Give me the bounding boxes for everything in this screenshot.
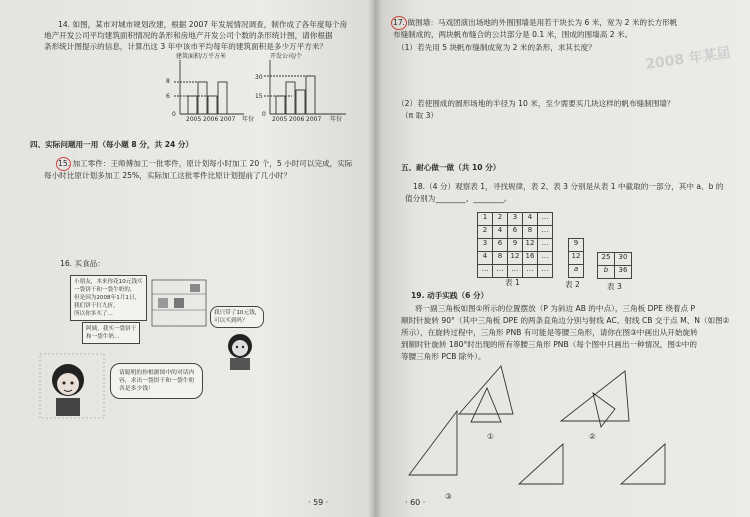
book-spine-shadow xyxy=(368,0,382,517)
q15-line2: 每小时比原计划多加工 25%，实际加工这批零件比原计划提前了几小时？ xyxy=(44,171,292,180)
bubble-line: 各是多少钱！ xyxy=(119,386,154,392)
q19-line1: 将一副三角板如图①所示的位置摆放（P 为斜边 AB 的中点），三角板 DPE 绕着点 P xyxy=(415,304,696,313)
table-cell: … xyxy=(507,264,523,278)
company-chart-ylabel: 开发公司/个 xyxy=(270,53,303,60)
bubble-line: 容，求出一袋饼干和一袋牛奶 xyxy=(119,378,195,384)
q14-line1: 14. 如图，某市对城市规划改建，根据 2007 年发展情况调查，制作成了各年度每个房 xyxy=(58,20,348,29)
table-3-label: 表 3 xyxy=(607,282,622,291)
q18-line2: 值分别为________、________。 xyxy=(405,194,512,203)
bar-chart-xunit: 年份 xyxy=(242,116,255,123)
table-cell: 30 xyxy=(614,252,632,266)
bar-chart-ylabel: 建筑面积/万平方米 xyxy=(176,53,227,60)
bar-chart-ytick-8: 8 xyxy=(166,78,170,85)
table-cell: 9 xyxy=(507,238,523,252)
speech-bubble-child xyxy=(82,322,140,344)
company-chart-ytick-30: 30 xyxy=(255,74,263,81)
q17-line3: （1）若先用 5 块帆布缝制成宽为 2 米的条形，求其长度？ xyxy=(397,43,596,52)
table-cell: 2 xyxy=(492,212,508,226)
speech-bubble-girl xyxy=(210,306,264,328)
table-cell: 4 xyxy=(522,212,538,226)
bubble-line: 可以买到吗？ xyxy=(214,318,248,324)
table-cell: 12 xyxy=(522,238,538,252)
q14-line2: 地产开发公司平均建筑面积情况的条形和房地产开发公司个数的条形统计图，请你根据 xyxy=(44,31,333,40)
table-cell: 25 xyxy=(597,252,615,266)
triangle-figure-3c xyxy=(615,440,675,490)
speech-bubble-seller xyxy=(70,275,147,321)
table-cell: 12 xyxy=(568,251,584,265)
company-chart-ytick-15: 15 xyxy=(255,93,263,100)
company-chart-xtick: 2005 xyxy=(272,116,288,123)
q19-line5: 等腰三角形 PCB 除外）。 xyxy=(401,352,486,361)
q19-line2: 顺时针旋转 90°（其中三角板 DPE 的两条直角边分别与射线 AC、射线 CB 交于点 M、N（如图② xyxy=(401,316,730,325)
q17-line4: （2）若使围成的圆形场地的半径为 10 米，至少需要买几块这样的帆布缝制围墙？ xyxy=(397,99,675,108)
table-cell: 2 xyxy=(477,225,493,239)
table-cell: b xyxy=(597,265,615,279)
company-chart-ytick-0: 0 xyxy=(262,111,266,118)
bleed-through-watermark: 2008 年某届 xyxy=(644,45,732,73)
company-chart-xunit: 年份 xyxy=(330,116,343,123)
right-page xyxy=(375,0,750,517)
speech-bubble-question xyxy=(110,363,203,399)
boy-cartoon xyxy=(38,352,108,422)
q15-line1: 15. 加工零件：王师傅加工一批零件，原计划每小时加工 20 个，5 小时可以完成，实际 xyxy=(58,159,353,168)
table-cell: 4 xyxy=(492,225,508,239)
table-cell: 3 xyxy=(507,212,523,226)
table-cell: 36 xyxy=(614,265,632,279)
q19-line4: 到顺时针旋转 180°时出现的所有等腰三角形 PNB（每个图中只画出一种情况，图①中的 xyxy=(401,340,697,349)
table-2-label: 表 2 xyxy=(565,280,580,289)
triangle-figure-3a xyxy=(403,405,467,485)
company-chart-xtick: 2007 xyxy=(306,116,322,123)
company-chart-area xyxy=(262,52,352,124)
section-5-heading: 五、耐心做一做（共 10 分） xyxy=(401,163,501,172)
table-cell: … xyxy=(537,251,553,265)
company-chart-xtick: 2006 xyxy=(289,116,305,123)
bar-chart-ytick-0: 0 xyxy=(172,111,176,118)
figure-3-label: ③ xyxy=(445,492,452,501)
table-cell: … xyxy=(537,264,553,278)
table-cell: 8 xyxy=(522,225,538,239)
bubble-line: 但是因为2008年1月1日， xyxy=(74,295,141,301)
q17-line1: 17. 做围墙：马戏团演出场地的外围围墙是用若干块长为 6 米，宽为 2 米的长方形帆 xyxy=(393,18,678,27)
table-cell: 1 xyxy=(477,212,493,226)
table-cell: 6 xyxy=(507,225,523,239)
bubble-line: 阿姨，我买一袋饼干 xyxy=(86,326,137,332)
bar-chart-xtick: 2005 xyxy=(186,116,202,123)
table-cell: … xyxy=(537,238,553,252)
q19-line3: 所示），在旋转过程中，三角形 PNB 有可能是等腰三角形，请你在图③中画出从开始旋转 xyxy=(401,328,698,337)
table-cell: … xyxy=(537,212,553,226)
bar-chart-ytick-6: 6 xyxy=(166,93,170,100)
table-cell: 16 xyxy=(522,251,538,265)
q18-line1: 18.（4 分）观察表 1，寻找规律，表 2、表 3 分别是从表 1 中截取的一部分，其中 a、b 的 xyxy=(413,182,724,191)
q19-title: 19. 动手实践（6 分） xyxy=(411,291,489,300)
bubble-line: 我们饼干打九折， xyxy=(74,303,119,309)
table-2 xyxy=(568,238,584,278)
bubble-line: 和一袋牛奶... xyxy=(86,334,120,340)
table-cell: … xyxy=(522,264,538,278)
table-1-label: 表 1 xyxy=(505,278,520,287)
triangle-figure-3b xyxy=(513,440,573,490)
bubble-line: 所以你多买了... xyxy=(74,311,113,317)
girl-cartoon xyxy=(220,330,260,370)
table-cell: 8 xyxy=(492,251,508,265)
bubble-line: 请聪明的你根据图中的对话内 xyxy=(119,370,195,376)
bar-chart-xtick: 2007 xyxy=(220,116,236,123)
page-number-right: · 60 · xyxy=(405,498,426,507)
q17-line2: 布缝制成的，两块帆布缝合的公共部分是 0.1 米，围成的围墙高 2 米。 xyxy=(393,30,633,39)
snack-counter-illustration xyxy=(150,278,208,328)
page-number-left: · 59 · xyxy=(308,498,329,507)
table-cell: … xyxy=(537,225,553,239)
bubble-line: 我只带了10元钱， xyxy=(214,310,261,316)
bubble-line: 一袋饼干和一袋牛奶的， xyxy=(74,287,136,293)
table-cell: 6 xyxy=(492,238,508,252)
bubble-line: 小朋友，本来你花10元钱买 xyxy=(74,279,143,285)
section-4-heading: 四、实际问题用一用（每小题 8 分，共 24 分） xyxy=(30,140,194,149)
table-cell: … xyxy=(492,264,508,278)
q14-line3: 条形统计图提示的信息，计算出这 3 年中该市平均每年的建筑面积是多少万平方米？ xyxy=(44,42,328,51)
table-cell: 3 xyxy=(477,238,493,252)
figure-1-label: ① xyxy=(487,432,494,441)
table-cell: 9 xyxy=(568,238,584,252)
bar-chart-xtick: 2006 xyxy=(203,116,219,123)
table-cell: 12 xyxy=(507,251,523,265)
table-3 xyxy=(597,252,631,280)
table-1 xyxy=(477,212,552,277)
q17-line5: （π 取 3） xyxy=(401,111,439,120)
figure-2-label: ② xyxy=(589,432,596,441)
triangle-figure-2 xyxy=(555,365,637,433)
table-cell: a xyxy=(568,264,584,278)
q16-title: 16. 买食品： xyxy=(60,259,105,268)
table-cell: 4 xyxy=(477,251,493,265)
table-cell: … xyxy=(477,264,493,278)
